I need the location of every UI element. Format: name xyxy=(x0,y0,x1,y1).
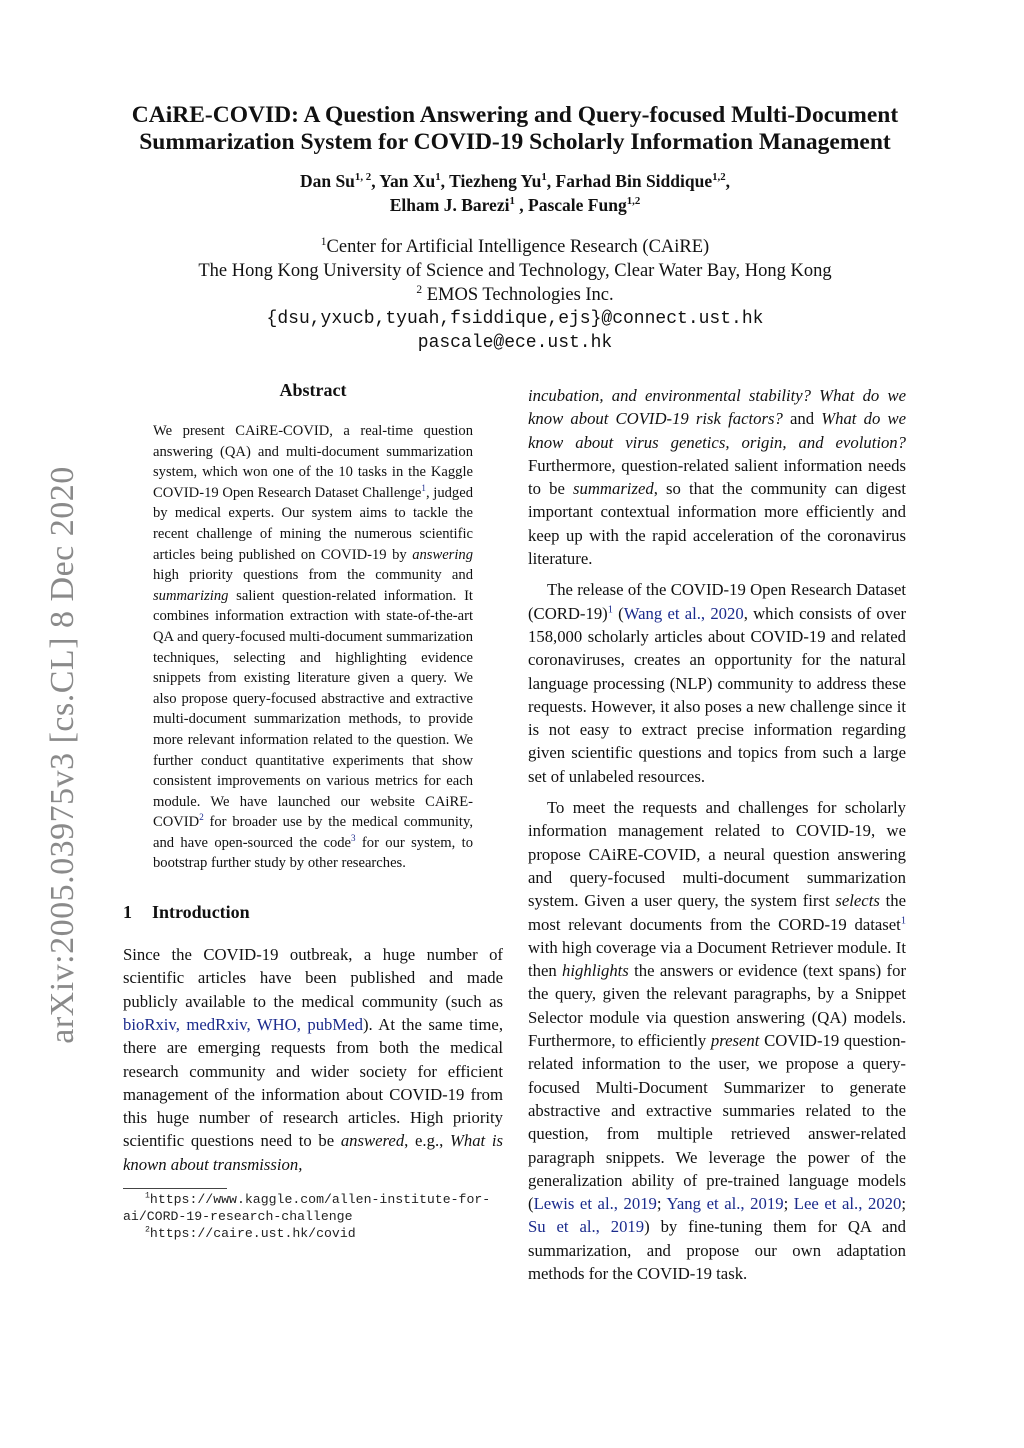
affiliation-1: Center for Artificial Intelligence Research (CAiRE) xyxy=(326,237,710,257)
intro-paragraph-2: The release of the COVID-19 Open Research Dataset (CORD-19)$^1$ (Wang et al., 2020, which consists of over 158,000 scholarly articles about COVID-19 and related coronaviruses, creates an opportunity for the natural language processing (NLP) community to address these requests. However, it also poses a new challenge since it is not easy to extract precise information regarding given scientific questions and topics from such a large set of unlabeled resources. xyxy=(528,580,907,786)
author-name: Elham J. Barezi xyxy=(389,195,510,215)
author-list: Dan Su$^{1, 2}$, Yan Xu$^1$, Tiezheng Yu$^1$, Farhad Bin Siddique$^{1,2}$, Elham J. Barezi$^1$ , Pascale Fung$^{1,2}$ xyxy=(299,171,731,215)
footnote-divider xyxy=(123,1188,227,1189)
citation-yang-2019[interactable]: Yang et al., 2019 xyxy=(666,1194,784,1214)
affiliations: $^1$Center for Artificial Intelligence Research (CAiRE) The Hong Kong University of Science and Technology, Clear Water Bay, Hong Kong $^2$ EMOS Technologies Inc. {dsu,yxucb,tyuah,fsiddique,ejs}@connect.ust.hk pascale@ece.ust.hk xyxy=(110,235,920,355)
footnote-1[interactable]: $^1$https://www.kaggle.com/allen-institute-for-ai/CORD-19-research-challenge xyxy=(123,1191,491,1225)
footnotes xyxy=(123,1191,503,1242)
author-affil: 1 xyxy=(541,171,547,184)
author-name: Farhad Bin Siddique xyxy=(555,171,713,191)
abstract-heading: Abstract xyxy=(279,380,347,400)
author-name: Dan Su xyxy=(299,171,355,191)
author-name: Tiezheng Yu xyxy=(449,171,542,191)
email-group: {dsu,yxucb,tyuah,fsiddique,ejs}@connect.ust.hk xyxy=(266,309,764,329)
author-affil: 1 xyxy=(509,195,515,208)
footnote-ref[interactable]: 3 xyxy=(351,833,356,844)
footnote-2[interactable]: $^2$https://caire.ust.hk/covid xyxy=(145,1225,356,1242)
citation-wang-2020[interactable]: Wang et al., 2020 xyxy=(623,603,744,623)
arxiv-id: arXiv:2005.03975v3 [cs.CL] 8 Dec 2020 xyxy=(44,466,81,1044)
left-column xyxy=(123,380,503,1242)
paper-title: CAiRE-COVID: A Question Answering and Query-focused Multi-Document Summarization System for COVID-19 Scholarly Information Management xyxy=(131,102,899,155)
footnote-ref[interactable]: 1 xyxy=(607,604,613,616)
right-column xyxy=(528,384,906,1285)
paper-header xyxy=(110,102,920,355)
intro-paragraph-1-cont: incubation, and environmental stability? What do we know about COVID-19 risk factors? and What do we know about virus genetics, origin, and evolution? Furthermore, question-related salient information needs to be summarized, so that the community can digest important contextual information more efficiently and keep up with the rapid acceleration of the coronavirus literature. xyxy=(528,386,907,569)
author-affil: 1 xyxy=(435,171,441,184)
citation-lewis-2019[interactable]: Lewis et al., 2019 xyxy=(533,1194,657,1214)
author-affil: 1, 2 xyxy=(354,171,372,184)
author-affil: 1,2 xyxy=(626,195,641,208)
intro-paragraph-1: Since the COVID-19 outbreak, a huge number of scientific articles have been published and made publicly available to the medical community (such as bioRxiv, medRxiv, WHO, pubMed). At the same time, there are emerging requests from both the medical research community and wider society for efficient management of the information about COVID-19 from this huge number of research articles. High priority scientific questions need to be answered, e.g., What is known about transmission, xyxy=(123,945,503,1174)
arxiv-sidebar xyxy=(38,460,88,1050)
source-links[interactable]: bioRxiv, medRxiv, WHO, pubMed xyxy=(123,1014,363,1034)
author-name: Yan Xu xyxy=(379,171,436,191)
citation-su-2019[interactable]: Su et al., 2019 xyxy=(528,1217,645,1237)
section-heading-introduction: 1 Introduction xyxy=(123,902,250,923)
abstract-text: We present CAiRE-COVID, a real-time question answering (QA) and multi-document summarization system, which won one of the 10 tasks in the Kaggle COVID-19 Open Research Dataset Challenge$^1$, judged by medical experts. Our system aims to tackle the recent challenge of mining the numerous scientific articles being published on COVID-19 by answering high priority questions from the community and summarizing salient question-related information. It combines information extraction with state-of-the-art QA and query-focused multi-document summarization techniques, selecting and highlighting evidence snippets from existing literature given a query. We also propose query-focused abstractive and extractive multi-document summarization methods, to provide more relevant information related to the question. We further conduct quantitative experiments that show consistent improvements on various metrics for each module. We have launched our website CAiRE-COVID$^2$ for broader use by the medical community, and have open-sourced the code$^3$ for our system, to bootstrap further study by other researches. xyxy=(153,423,473,872)
email-pascale: pascale@ece.ust.hk xyxy=(417,333,613,353)
footnote-ref[interactable]: 1 xyxy=(900,914,906,926)
citation-lee-2020[interactable]: Lee et al., 2020 xyxy=(793,1194,902,1214)
intro-paragraph-3: To meet the requests and challenges for scholarly information management related to COVID-19, we propose CAiRE-COVID, a neural question answering and query-focused multi-document summarization system. Given a user query, the system first selects the most relevant documents from the CORD-19 dataset$^1$ with high coverage via a Document Retriever module. It then highlights the answers or evidence (text spans) for the query, given the relevant paragraphs, by a Snippet Selector module via question answering (QA) models. Furthermore, to efficiently present COVID-19 question-related information to the user, we propose a query-focused Multi-Document Summarizer to generate abstractive and extractive summaries related to the question, from multiple retrieved answer-related paragraph snippets. We leverage the power of the generalization ability of pre-trained language models (Lewis et al., 2019; Yang et al., 2019; Lee et al., 2020; Su et al., 2019) by fine-tuning them for QA and summarization, and propose our own adaptation methods for the COVID-19 task. xyxy=(528,798,907,1283)
affiliation-1-address: The Hong Kong University of Science and Technology, Clear Water Bay, Hong Kong xyxy=(198,261,832,281)
footnote-ref[interactable]: 2 xyxy=(199,812,204,823)
affiliation-2: EMOS Technologies Inc. xyxy=(426,285,614,305)
author-name: Pascale Fung xyxy=(528,195,627,215)
footnote-ref[interactable]: 1 xyxy=(421,482,426,493)
author-affil: 1,2 xyxy=(712,171,726,184)
left-question-start: What is known about transmission, xyxy=(123,1131,503,1174)
